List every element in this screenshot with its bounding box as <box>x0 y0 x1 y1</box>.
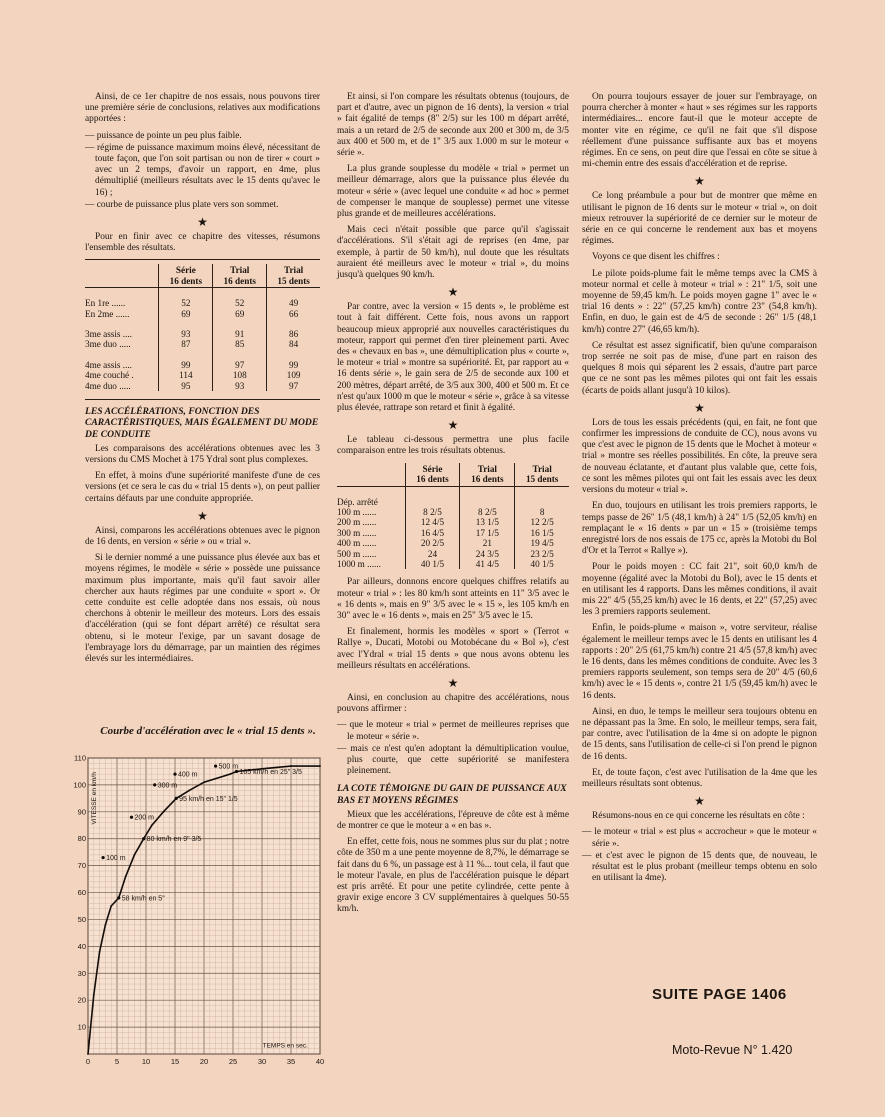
y-tick-label: 100 <box>73 780 86 790</box>
x-tick-label: 40 <box>315 1057 325 1066</box>
column-header: Série 16 dents <box>405 463 460 486</box>
row-label: 100 m ...... <box>337 506 377 517</box>
y-tick-label: 70 <box>77 861 86 871</box>
paragraph: Ainsi, en conclusion au chapitre des accélérations, nous pouvons affirmer : <box>337 692 569 715</box>
paragraph: Si le dernier nommé a une puissance plus élevée aux bas et moyens régimes, le modèle « série » possède une puissance maximum plus importante, mais qu'il faut savoir aller chercher aux hauts régimes par une conduite « sport ». Or cette conduite est celle adoptée dans nos essais, où nous cherchons à obtenir le meilleur des moteurs. Lors des essais d'accélération (qui se font départ arrêté) ce résultat sera obtenu, si le moteur l'exige, par un savant dosage de l'embrayage lors du démarrage, par un maintien des régimes élevés sur les intermédiaires. <box>85 553 320 664</box>
annotation-label: 400 m <box>178 771 198 779</box>
paragraph: Mais ceci n'était possible que parce qu'il s'agissait d'accélérations. S'il s'était agi de reprises (en 4me, par exemple, à partir de 50 km/h), nul doute que les résultats auraient été meilleurs avec le moteur « trial », du moins jusqu'à quelques 90 km/h. <box>337 225 569 281</box>
data-point <box>93 994 95 996</box>
data-point <box>99 951 101 953</box>
conclusion-list <box>85 131 320 211</box>
star-separator: ★ <box>447 675 459 690</box>
table-cell: 99 <box>267 360 320 370</box>
section-heading: LA COTE TÉMOIGNE DU GAIN DE PUISSANCE AUX BAS ET MOYENS RÉGIMES <box>337 783 567 806</box>
y-axis-label: VITESSE en km/h <box>91 772 98 825</box>
paragraph: En effet, à moins d'une supériorité manifeste d'une de ces versions (et ce sera le cas du « trial 15 dents »), on peut pallier certains défauts par une conduite appropriée. <box>85 471 320 504</box>
data-point <box>125 876 127 878</box>
annotation-label: 200 m <box>134 814 154 822</box>
annotation-marker <box>153 783 156 786</box>
annotation-marker <box>214 764 217 767</box>
row-label: 4me duo ..... <box>85 380 131 391</box>
data-point <box>151 824 153 826</box>
list-item: — mais ce n'est qu'en adoptant la démultiplication voulue, plus courte, que cette supériorité se manifestera pleinement. <box>337 743 569 777</box>
table-cell: 49 <box>267 298 320 308</box>
annotation-label: 100 m <box>106 855 126 863</box>
x-tick-label: 5 <box>114 1057 120 1066</box>
annotation-marker <box>142 837 145 840</box>
table-cell: 24 3/5 <box>460 549 515 559</box>
table-row <box>337 507 569 517</box>
table-row <box>85 309 320 319</box>
table-cell: 99 <box>159 360 213 370</box>
x-tick-label: 15 <box>170 1057 180 1066</box>
paragraph: Par contre, avec la version « 15 dents », le problème est tout à fait différent. Cette fois, nous avons un rapport beaucoup mieux approprié aux nouvelles caractéristiques du moteur, rapport qui permet d'en tirer pleinement parti. Avec des « chevaux en bas », une démultiplication plus « courte », le moteur « trial » montre sa supériorité. Et, par rapport au « 16 dents série », le gain sera de 2/5 de seconde aux 100 et 200 mètres, départ arrêté, de 3/5 aux 300, 400 et 500 m. Et ce n'est qu'aux 1000 m que le moteur « série », grâce à sa vitesse plus élevée, rattrape son retard et finit à égalité. <box>337 302 569 414</box>
table-cell: 91 <box>213 329 267 339</box>
star-separator: ★ <box>197 215 208 230</box>
table-row <box>85 381 320 391</box>
paragraph: Par ailleurs, donnons encore quelques chiffres relatifs au moteur « trial » : les 80 km/h sont atteints en 11" 3/5 avec le « 16 dents », mais en 9" 3/5 avec le « 15 », les 105 km/h en 30" avec le « 16 dents », mais en 25" 3/5 avec le 15. <box>337 577 569 621</box>
table-cell: 16 1/5 <box>515 528 569 538</box>
list-item: — que le moteur « trial » permet de meilleures reprises que le moteur « série ». <box>337 720 569 742</box>
column-header: Trial 16 dents <box>213 264 267 287</box>
table-row <box>85 370 320 380</box>
row-label: 300 m ...... <box>337 527 377 538</box>
paragraph: Et, de toute façon, c'est avec l'utilisation de la 4me que les meilleurs résultats sont obtenus. <box>582 767 817 789</box>
table-row <box>85 360 320 370</box>
conclusion-list <box>582 827 817 884</box>
paragraph: Ce long préambule a pour but de montrer que même en utilisant le pignon de 16 dents sur le moteur « trial », on doit mieux retrouver la supériorité de ce dernier sur le moteur de série en ce qui concerne le rendement aux bas et moyens régimes. <box>582 191 817 247</box>
paragraph: Le pilote poids-plume fait le même temps avec la CMS à moteur normal et celle à moteur « trial » : 21" 1/5, soit une moyenne de 59,45 km/h. Le poids moyen gagne 1" avec le « trial 16 dents » : 22" (57,25 km/h) contre 23" (54,8 km/h). Enfin, en duo, le gain est de 4/5 de seconde : 26" 1/5 (48,1 km/h) contre 27" (46,65 km/h). <box>582 268 817 335</box>
paragraph: En effet, cette fois, nous ne sommes plus sur du plat ; notre côte de 350 m a une pente moyenne de 8,7%, le démarrage se fait dans du 6 %, un passage est à 11 %... tout cela, il faut que le moteur l'avale, en plus de l'accélération puisque le départ est pris arrêté. Et pour une petite cylindrée, cette pente à gravir exige encore 3 CV supplémentaires à quelques 50-55 km/h. <box>337 837 569 915</box>
section-heading: LES ACCÉLÉRATIONS, FONCTION DES CARACTÉRISTIQUES, MAIS ÉGALEMENT DU MODE DE CONDUITE <box>85 406 319 440</box>
paragraph: Pour en finir avec ce chapitre des vitesses, résumons l'ensemble des résultats. <box>85 232 320 254</box>
star-separator: ★ <box>694 400 705 415</box>
row-label: 3me assis .... <box>85 329 132 340</box>
annotation-marker <box>117 896 120 899</box>
y-tick-label: 20 <box>77 995 86 1005</box>
table-cell: 69 <box>213 309 267 319</box>
table-cell: 20 2/5 <box>405 538 460 548</box>
y-tick-label: 50 <box>77 914 86 924</box>
x-tick-label: 30 <box>257 1057 267 1066</box>
annotation-marker <box>175 797 178 800</box>
data-point <box>105 924 107 926</box>
paragraph: Ainsi, comparons les accélérations obtenues avec le pignon de 16 dents, en version « série » ou « trial ». <box>85 525 320 547</box>
table-cell: 12 4/5 <box>405 517 460 527</box>
data-point <box>319 765 321 767</box>
row-label: En 2me ...... <box>85 308 130 319</box>
column-2 <box>337 92 569 921</box>
column-header: Trial 15 dents <box>267 264 320 287</box>
table-row <box>85 298 320 308</box>
paragraph: La plus grande souplesse du modèle « trial » permet un meilleur démarrage, alors que la puissance plus élevée du moteur « série » (avec lequel une conduite « ad hoc » permet de compenser le manque de souplesse) permet une vitesse plus grande et de meilleures accélérations. <box>337 164 569 220</box>
annotation-label: 105 km/h en 25" 3/5 <box>239 768 302 776</box>
x-tick-label: 35 <box>286 1057 296 1066</box>
star-separator: ★ <box>694 174 705 189</box>
table-cell: 108 <box>213 370 267 380</box>
paragraph: Les comparaisons des accélérations obtenues avec les 3 versions du CMS Mochet à 175 Ydral sont plus complexes. <box>85 443 320 465</box>
table-cell: 93 <box>159 329 213 339</box>
data-point <box>163 811 165 813</box>
acceleration-table <box>337 463 569 570</box>
column-header: Trial 15 dents <box>515 463 569 486</box>
table-cell: 41 4/5 <box>460 559 515 569</box>
conclusion-list <box>337 720 569 777</box>
page-footer: Moto-Revue N° 1.420 <box>672 1043 793 1057</box>
table-rule <box>85 259 320 260</box>
paragraph: En duo, toujours en utilisant les trois premiers rapports, le temps passe de 26" 1/5 (48,1 km/h) à 24" 1/5 (52,05 km/h) en remplaçant le « 16 dents » par un « 15 » (troisième temps enregistré lors de nos essais de 175 cc, après la Motobi du Bol d'Or et la Terrot « Rallye »). <box>582 501 817 557</box>
data-point <box>229 773 231 775</box>
row-label: 200 m ...... <box>337 517 377 528</box>
table-corner <box>85 264 159 287</box>
table-cell: 95 <box>159 381 213 391</box>
paragraph: Résumons-nous en ce qui concerne les résultats en côte : <box>592 811 805 822</box>
table-cell: 69 <box>159 309 213 319</box>
data-point <box>87 1053 89 1055</box>
paragraph: Et ainsi, si l'on compare les résultats obtenus (toujours, de part et d'autre, avec un pignon de 16 dents), la version « trial » fait égalité de temps (8" 2/5) sur les 100 m départ arrêté, mais a un retard de 2/5 de seconde aux 200 et 300 m, de 3/5 aux 400 et 500 m, et de 1" 3/5 aux 1.000 m sur le moteur « série ». <box>337 92 569 159</box>
x-tick-label: 25 <box>228 1057 238 1066</box>
annotation-marker <box>130 816 133 819</box>
list-item: — régime de puissance maximum moins élevé, nécessitant de toute façon, que l'on soit partisan ou non de tirer « court » avec un 2 temps, d'avoir un rapport, en 4me, plus démultiplié (meilleurs résultats avec le 15 dents qu'avec le 16) ; <box>85 142 320 198</box>
row-label: 400 m ...... <box>337 538 377 549</box>
x-axis-label: TEMPS en sec. <box>262 1042 308 1050</box>
list-item: — le moteur « trial » est plus « accrocheur » que le moteur « série ». <box>582 827 817 849</box>
paragraph: Enfin, le poids-plume « maison », votre serviteur, réalise également le meilleur temps avec le 15 dents en utilisant les 4 rapports : 20" 2/5 (61,75 km/h) contre 21 4/5 (57,8 km/h) avec le 16 dents, dans les mêmes conditions de conduite. Avec les 3 premiers rapports seulement, son temps sera de 20" 4/5 (60,6 km/h) avec le « 15 dents », contre 21 1/5 (59,45 km/h) avec le 16 dents. <box>582 623 817 701</box>
data-point <box>189 789 191 791</box>
data-point <box>110 905 112 907</box>
table-row <box>85 329 320 339</box>
list-item: — et c'est avec le pignon de 15 dents que, de nouveau, le résultat est le plus probant (meilleur temps obtenu en solo en utilisant la 4me). <box>582 850 817 884</box>
y-tick-label: 40 <box>77 941 86 951</box>
paragraph: Lors de tous les essais précédents (qui, en fait, ne font que confirmer les impressions de conduite de CC), nous avons vu que c'est avec le pignon de 15 dents que le Mochet à moteur « trial » montre ses réelles possibilités. En côte, la preuve sera de nouveau éclatante, et d'autant plus valable que, cette fois, ce sont les mêmes pilotes qui ont fait les essais avec les deux versions du moteur « trial ». <box>582 417 817 496</box>
row-label: En 1re ...... <box>85 298 126 309</box>
y-tick-label: 110 <box>74 753 86 763</box>
star-separator: ★ <box>447 285 459 300</box>
table-cell: 52 <box>159 298 213 308</box>
row-label: 4me assis .... <box>85 359 132 370</box>
star-separator: ★ <box>447 418 459 433</box>
y-tick-label: 90 <box>77 807 86 817</box>
table-row <box>337 517 569 527</box>
data-point <box>203 781 205 783</box>
paragraph: Ainsi, de ce 1er chapitre de nos essais, nous pouvons tirer une première série de conclusions, relatives aux modifications apportées : <box>85 92 320 125</box>
annotation-label: 300 m <box>157 782 178 790</box>
table-cell: 86 <box>267 329 320 339</box>
annotation-label: 500 m <box>218 763 239 771</box>
row-label: 1000 m ...... <box>337 558 381 569</box>
column-1 <box>85 92 320 670</box>
annotation-label: 95 km/h en 15" 1/5 <box>179 795 238 803</box>
table-cell: 93 <box>213 381 267 391</box>
annotation-label: 58 km/h en 5" <box>121 895 165 903</box>
paragraph: Et finalement, hormis les modèles « sport » (Terrot « Rallye », Ducati, Motobi ou Motobécane du « Bol »), c'est avec l'Ydral « trial 15 dents » que nous avons obtenu les meilleurs résultats en accélérations. <box>337 627 569 671</box>
table-cell: 24 <box>405 549 460 559</box>
paragraph: Mieux que les accélérations, l'épreuve de côte est à même de montrer ce que le moteur a « en bas ». <box>337 809 569 831</box>
table-cell: 66 <box>267 309 320 319</box>
table-cell: 17 1/5 <box>460 528 515 538</box>
data-point <box>134 854 136 856</box>
table-cell: 40 1/5 <box>405 559 460 569</box>
table-corner <box>337 463 405 486</box>
table-cell: 84 <box>267 339 320 349</box>
table-cell: 23 2/5 <box>515 549 569 559</box>
acceleration-chart <box>68 752 338 1082</box>
table-cell: 52 <box>213 298 267 308</box>
column-3 <box>582 92 817 889</box>
row-label: 500 m ...... <box>337 548 377 559</box>
table-cell: 8 <box>515 507 569 517</box>
continuation-notice: SUITE PAGE 1406 <box>652 986 787 1003</box>
annotation-marker <box>101 856 104 859</box>
table-cell: 85 <box>213 339 267 349</box>
table-cell: 12 2/5 <box>515 517 569 527</box>
table-cell: 21 <box>460 538 515 548</box>
table-row <box>337 538 569 548</box>
paragraph: Ce résultat est assez significatif, bien qu'une comparaison trop serrée ne soit pas de mise, d'une part en raison des quelques 8 mois qui séparent les 2 essais, d'autre part parce que ce ne sont pas les mêmes pilotes qui ont fait les essais (écarts de poids allant jusqu'à 10 kilos). <box>582 340 817 396</box>
row-label: 4me couché . <box>85 370 134 381</box>
table-cell: 19 4/5 <box>515 538 569 548</box>
table-cell: 97 <box>267 381 320 391</box>
list-item: — courbe de puissance plus plate vers son sommet. <box>85 199 279 210</box>
data-point <box>290 765 292 767</box>
table-rule <box>85 399 320 400</box>
y-tick-label: 60 <box>77 888 86 898</box>
y-tick-label: 80 <box>77 834 86 844</box>
accel-table-body <box>337 486 569 569</box>
table-cell: 13 1/5 <box>460 517 515 527</box>
paragraph: Ainsi, en duo, le temps le meilleur sera toujours obtenu en ne dépassant pas la 3me. En solo, le meilleur temps, sera fait, par contre, avec l'utilisation de la 4me si on adopte le pignon de 15 dents, sans l'utilisation de celle-ci si l'on prend le pignon de 16 dents. <box>582 706 817 762</box>
row-label: 3me duo ..... <box>85 339 131 350</box>
chart-title: Courbe d'accélération avec le « trial 15 dents ». <box>100 725 316 737</box>
table-row <box>337 559 569 569</box>
column-header: Trial 16 dents <box>460 463 515 486</box>
paragraph: Voyons ce que disent les chiffres : <box>592 252 720 263</box>
x-tick-label: 20 <box>199 1057 209 1066</box>
column-header: Série 16 dents <box>159 264 213 287</box>
table-row <box>337 549 569 559</box>
table-cell: 8 2/5 <box>405 507 460 517</box>
table-cell: 40 1/5 <box>515 559 569 569</box>
y-tick-label: 30 <box>77 968 86 978</box>
table-cell: 114 <box>159 370 213 380</box>
star-separator: ★ <box>197 508 208 523</box>
speed-table <box>85 264 320 391</box>
table-cell: 87 <box>159 339 213 349</box>
paragraph: On pourra toujours essayer de jouer sur l'embrayage, on pourra chercher à monter « haut » ses régimes sur les rapports intermédiaires... encore faut-il que le moteur accepte de monter vite en régime, ce qu'il ne fait que s'il dispose réellement d'une puissance suffisante aux bas et moyens régimes. En ce sens, on peut dire que l'essai en côte se situe à mi-chemin entre des essais d'accélération et de reprise. <box>582 92 817 170</box>
annotation-marker <box>173 773 176 776</box>
star-separator: ★ <box>694 794 705 809</box>
paragraph: Le tableau ci-dessous permettra une plus facile comparaison entre les trois résultats obtenus. <box>337 435 569 457</box>
speed-table-body <box>85 288 320 391</box>
table-cell: 8 2/5 <box>460 507 515 517</box>
table-label: Dép. arrêté <box>337 496 378 507</box>
table-cell: 16 4/5 <box>405 528 460 538</box>
table-cell: 109 <box>267 370 320 380</box>
table-row <box>85 339 320 349</box>
table-row <box>337 528 569 538</box>
x-tick-label: 0 <box>85 1057 91 1066</box>
list-item: — puissance de pointe un peu plus faible. <box>85 130 242 141</box>
paragraph: Pour le poids moyen : CC fait 21", soit 60,0 km/h de moyenne (égalité avec la Motobi du Bol), avec le 15 dents et en utilisant les 4 rapports. Dans les mêmes conditions, il avait mis 22" 4/5 (55,25 km/h) avec le 16 dents, et 22" (57,25) avec les 3 premiers rapports seulement. <box>582 562 817 618</box>
annotation-label: 80 km/h en 9" 3/5 <box>146 836 202 844</box>
x-tick-label: 10 <box>141 1057 151 1066</box>
table-cell: 97 <box>213 360 267 370</box>
y-tick-label: 10 <box>77 1022 86 1032</box>
